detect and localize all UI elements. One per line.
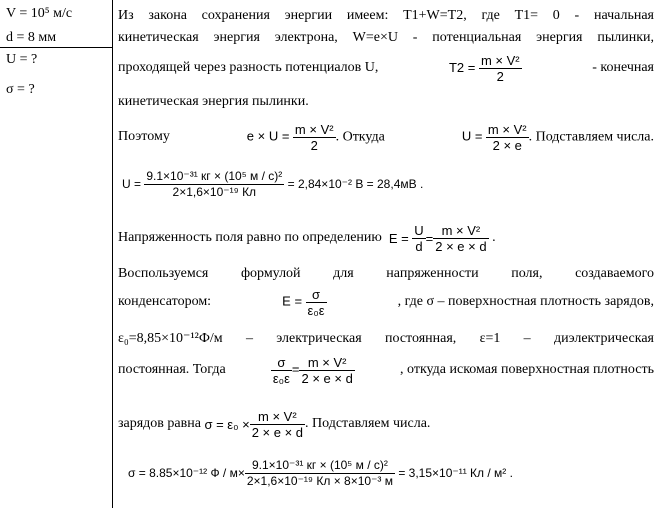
calc-u-result: = 2,84×10⁻² В = 28,4мВ .: [287, 177, 424, 191]
frac-numerator: m × V²: [294, 121, 334, 137]
solution-line-capacitor-1: Воспользуемся формулой для напряженности поля, создаваемого: [118, 266, 654, 281]
formula-sigma-fraction: [271, 355, 292, 386]
formula-sigma-rhs: [299, 355, 354, 386]
frac-denominator: 2 × e × d: [435, 238, 487, 254]
formula-sigma-final-fraction: [250, 409, 305, 440]
line-5-text-c: . Подставляем числа.: [528, 129, 654, 145]
formula-equals: =: [425, 230, 434, 246]
formula-sigma-lhs: σ = ε₀ ×: [204, 416, 250, 432]
frac-denominator: d: [415, 238, 423, 254]
column-divider: [112, 0, 113, 508]
solution-line-2: кинетическая энергия электрона, W=e×U - потенциальная энергия пылинки,: [118, 30, 654, 45]
solution-line-3-text: проходящей через разность потенциалов U,: [118, 60, 379, 75]
solution-line-capacitor-3: ε₀=8,85×10⁻¹²Ф/м – электрическая постоянная, ε=1 – диэлектрическая: [118, 331, 654, 346]
frac-numerator: U: [414, 222, 424, 238]
formula-e-lhs: E =: [388, 230, 409, 246]
frac-numerator: m × V²: [487, 121, 527, 137]
solution-line-3: [118, 52, 654, 84]
formula-field-fraction: [433, 223, 488, 254]
formula-t2-fraction: [479, 53, 522, 84]
frac-denominator: 2×1,6×10⁻¹⁹ Кл × 8×10⁻³ м: [246, 473, 393, 488]
solution-line-1: Из закона сохранения энергии имеем: T1+W=T2, где T1= 0 - начальная: [118, 8, 654, 23]
formula-u-over-d: [412, 223, 425, 254]
find-charge-density: σ = ?: [6, 82, 35, 97]
given-distance: d = 8 мм: [6, 30, 57, 45]
frac-numerator: m × V²: [480, 52, 520, 68]
formula-u-lhs: U =: [461, 128, 483, 144]
frac-numerator: σ: [306, 287, 327, 303]
frac-denominator: 2 × e: [492, 137, 522, 153]
calc-u-fraction: [144, 169, 284, 200]
line-5-text-a: Поэтому: [118, 129, 170, 144]
solution-line-capacitor-5: [118, 404, 430, 444]
find-voltage: U = ?: [6, 52, 38, 67]
capacitor-text-f: . Подставляем числа.: [305, 416, 431, 431]
frac-denominator: 2×1,6×10⁻¹⁹ Кл: [172, 184, 257, 199]
formula-u: [462, 122, 654, 153]
calc-s-result: = 3,15×10⁻¹¹ Кл / м² .: [398, 466, 513, 480]
frac-denominator: 2: [310, 137, 318, 153]
calc-s-lhs: σ = 8.85×10⁻¹² Ф / м×: [128, 466, 245, 480]
calc-u-lhs: U =: [122, 177, 142, 191]
calc-charge-density: [128, 450, 513, 496]
calc-voltage: [122, 164, 423, 204]
given-velocity: V = 10⁵ м/с: [6, 6, 73, 21]
frac-denominator: 2 × e × d: [251, 424, 304, 440]
formula-e-sigma-lhs: E =: [282, 293, 303, 309]
frac-numerator: 9.1×10⁻³¹ кг × (10⁵ м / с)²: [245, 458, 395, 474]
frac-numerator: m × V²: [250, 409, 305, 425]
frac-numerator: m × V²: [433, 223, 488, 239]
frac-numerator: 9.1×10⁻³¹ кг × (10⁵ м / с)²: [146, 168, 283, 183]
line-5-text-b: . Откуда: [335, 129, 385, 145]
formula-e-sigma: [282, 287, 326, 318]
capacitor-text-a: конденсатором:: [118, 294, 212, 309]
formula-sigma-eq: [271, 355, 355, 386]
formula-t2-lhs: T2 =: [448, 59, 476, 75]
solution-line-4: кинетическая энергия пылинки.: [118, 94, 309, 109]
given-divider: [0, 47, 112, 48]
formula-eu-fraction: [293, 122, 336, 153]
formula-e-sigma-fraction: [306, 287, 327, 318]
frac-numerator: m × V²: [299, 355, 354, 371]
frac-denominator: ε₀ε: [272, 370, 290, 386]
frac-denominator: 2 × e × d: [301, 370, 353, 386]
frac-denominator: ε₀ε: [307, 302, 325, 318]
solution-line-capacitor-2: [118, 284, 654, 320]
calc-s-fraction: [245, 458, 395, 489]
formula-eu: [247, 122, 385, 153]
frac-numerator: σ: [271, 355, 292, 371]
capacitor-text-e: зарядов равна: [118, 416, 201, 431]
formula-t2: [449, 53, 522, 84]
capacitor-text-d: , откуда искомая поверхностная плотность: [400, 362, 654, 377]
formula-u-fraction: [486, 122, 529, 153]
solution-line-capacitor-4: [118, 350, 654, 390]
capacitor-text-b: , где σ – поверхностная плотность зарядов,: [397, 294, 654, 309]
solution-line-3-end: - конечная: [592, 60, 654, 75]
formula-eu-lhs: e × U =: [246, 128, 290, 144]
field-text: Напряженность поля равно по определению: [118, 230, 382, 245]
formula-equals: =: [291, 361, 300, 377]
capacitor-text-c: постоянная. Тогда: [118, 362, 226, 377]
frac-denominator: 2: [496, 68, 504, 84]
solution-line-field: Напряженность поля равно по определению E = $\frac{U}{d}$ = $\frac{\text{m × V²}}{2 \times e \times d}$ .: [118, 222, 496, 254]
solution-line-5: [118, 118, 654, 156]
